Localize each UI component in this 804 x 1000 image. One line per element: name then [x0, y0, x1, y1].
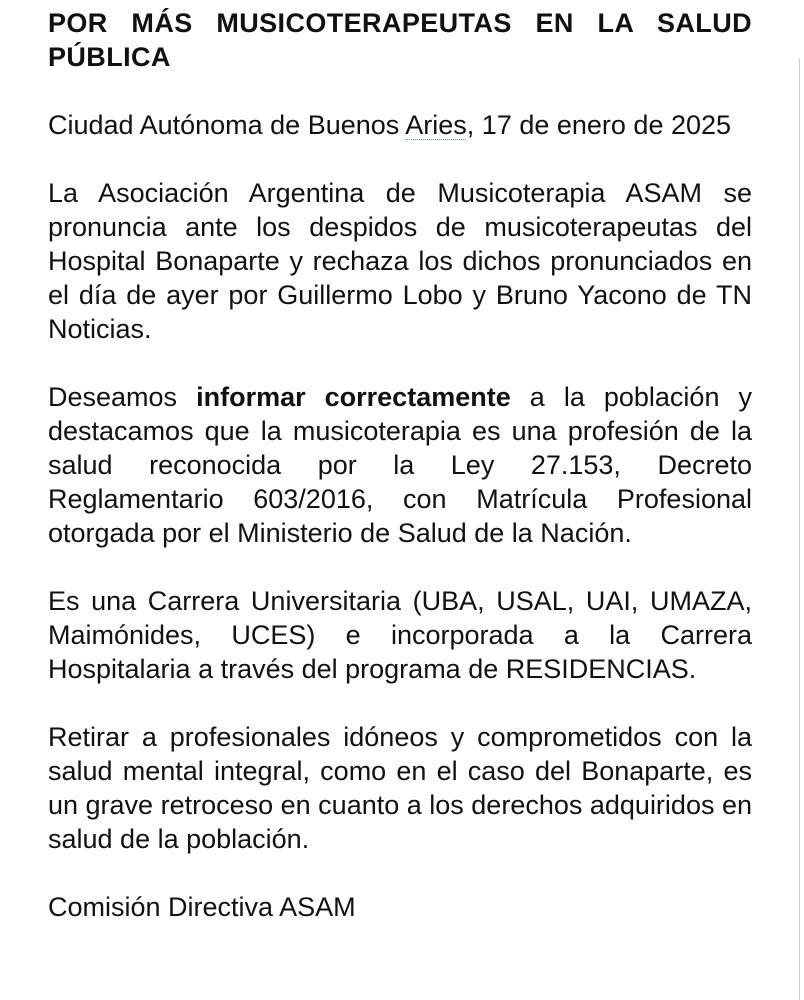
paragraph-consequences: Retirar a profesionales idóneos y comprometidos con la salud mental integral, como en el caso del Bonaparte, es un grave retroceso en cuanto a los derechos adquiridos en salud de la población. [48, 722, 752, 854]
spellcheck-flagged-word[interactable]: Aries [405, 110, 467, 140]
spacer [48, 686, 752, 720]
dateline-prefix: Ciudad Autónoma de Buenos [48, 110, 406, 140]
spacer [48, 856, 752, 890]
paragraph-profession-start: Deseamos [48, 382, 197, 412]
document-body[interactable] [48, 6, 752, 924]
paragraph-profession-end: a la población y destacamos que la musicoterapia es una profesión de la salud reconocida por la Ley 27.153, Decreto Reglamentario 603/2016, con Matrícula Profesional otorgada por el Ministerio de Salud de la Nación. [48, 382, 752, 548]
paragraph-career: Es una Carrera Universitaria (UBA, USAL, UAI, UMAZA, Maimónides, UCES) e incorporada a la Carrera Hospitalaria a través del programa de RESIDENCIAS. [48, 586, 752, 684]
paragraph-statement: La Asociación Argentina de Musicoterapia ASAM se pronuncia ante los despidos de musicoterapeutas del Hospital Bonaparte y rechaza los dichos pronunciados en el día de ayer por Guillermo Lobo y Bruno Yacono de TN Noticias. [48, 178, 752, 344]
spacer [48, 142, 752, 176]
page-edge-divider [799, 58, 800, 1000]
document-title: POR MÁS MUSICOTERAPEUTAS EN LA SALUD PÚBLICA [48, 8, 752, 72]
dateline-suffix: , 17 de enero de 2025 [466, 110, 732, 140]
bold-emphasis: informar correctamente [196, 382, 511, 412]
dateline [48, 108, 752, 142]
spacer [48, 550, 752, 584]
spacer [48, 74, 752, 108]
signature: Comisión Directiva ASAM [48, 892, 356, 922]
spacer [48, 346, 752, 380]
paragraph-profession [48, 380, 752, 550]
